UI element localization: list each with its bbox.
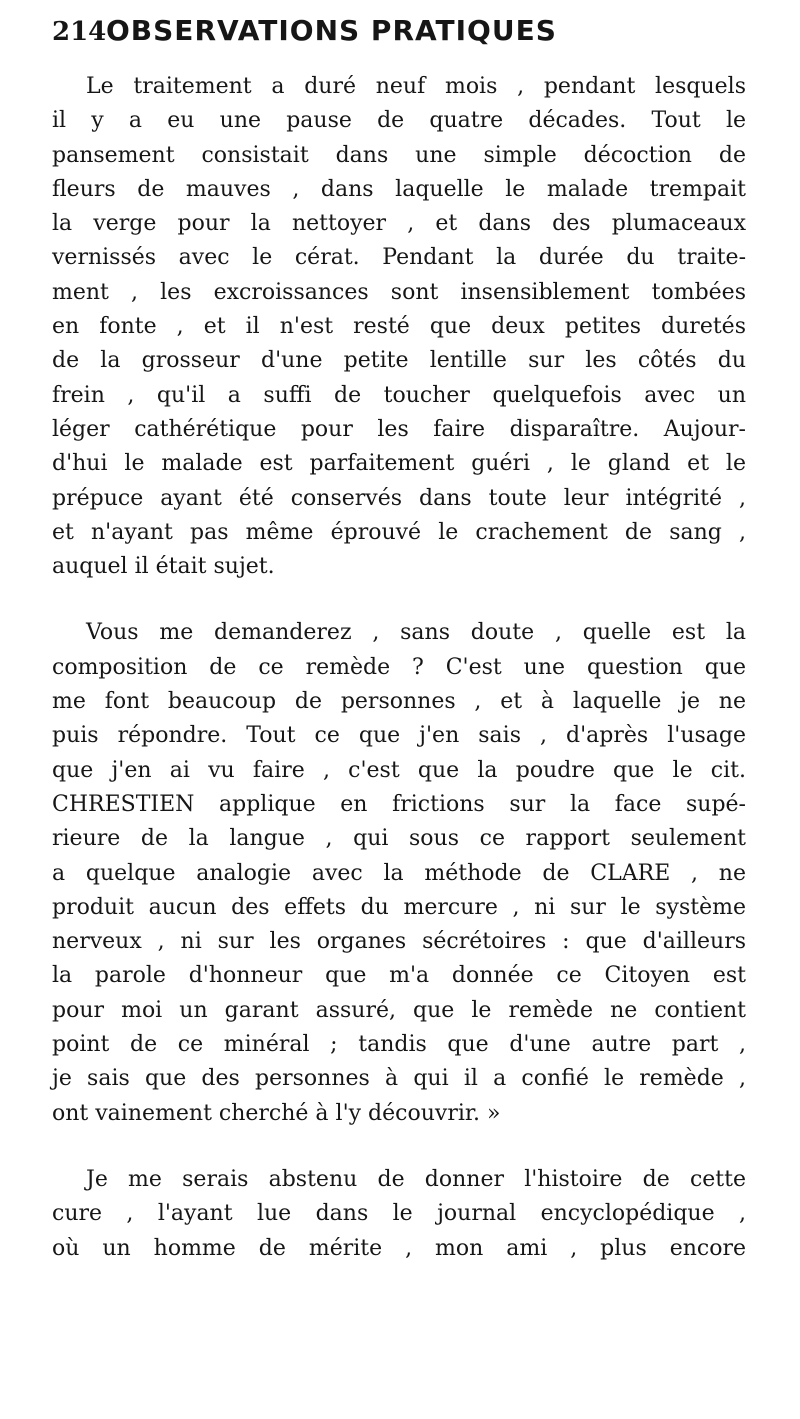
text-line: prépuce ayant été conservés dans toute leur intégrité , <box>52 485 746 511</box>
text-line: Vous me demanderez , sans doute , quelle est la <box>86 620 746 646</box>
text-line: a quelque analogie avec la méthode de CLARE , ne <box>52 860 746 886</box>
text-line: de la grosseur d'une petite lentille sur les côtés du <box>52 348 746 374</box>
text-line: auquel il était sujet. <box>52 554 275 580</box>
text-line: la verge pour la nettoyer , et dans des plumaceaux <box>52 211 746 237</box>
text-line: que j'en ai vu faire , c'est que la poudre que le cit. <box>52 757 746 783</box>
text-line: en fonte , et il n'est resté que deux petites duretés <box>52 314 746 340</box>
paragraph-gap <box>52 1131 752 1163</box>
paragraph-treatment <box>52 70 752 584</box>
text-line: rieure de la langue , qui sous ce rapport seulement <box>52 826 746 852</box>
text-line: Je me serais abstenu de donner l'histoire de cette <box>86 1166 746 1192</box>
text-line: fleurs de mauves , dans laquelle le malade trempait <box>52 176 746 202</box>
text-line: la parole d'honneur que m'a donnée ce Citoyen est <box>52 963 746 989</box>
text-line: ment , les excroissances sont insensiblement tombées <box>52 279 746 305</box>
paragraph-gap <box>52 584 752 616</box>
text-line: pansement consistait dans une simple décoction de <box>52 142 746 168</box>
text-line: cure , l'ayant lue dans le journal encyclopédique , <box>52 1201 746 1227</box>
text-line: frein , qu'il a suffi de toucher quelquefois avec un <box>52 382 746 408</box>
text-line: Le traitement a duré neuf mois , pendant lesquels <box>86 74 746 99</box>
text-line: pour moi un garant assuré, que le remède ne contient <box>52 997 746 1023</box>
text-line: d'hui le malade est parfaitement guéri , le gland et le <box>52 451 746 477</box>
text-line: CHRESTIEN applique en frictions sur la face supé- <box>52 791 746 817</box>
page-header <box>52 14 752 70</box>
text-line: point de ce minéral ; tandis que d'une autre part , <box>52 1032 746 1058</box>
text-line: produit aucun des effets du mercure , ni sur le système <box>52 894 746 920</box>
text-line: ont vainement cherché à l'y découvrir. » <box>52 1100 501 1126</box>
text-line: léger cathérétique pour les faire disparaître. Aujour- <box>52 416 746 442</box>
text-line: je sais que des personnes à qui il a confié le remède , <box>52 1066 746 1092</box>
paragraph-remedy-composition <box>52 616 752 1130</box>
paragraph-history <box>52 1163 752 1266</box>
running-title: OBSERVATIONS PRATIQUES <box>106 14 557 47</box>
text-line: composition de ce remède ? C'est une question que <box>52 654 746 680</box>
text-line: vernissés avec le cérat. Pendant la durée du traite- <box>52 245 746 271</box>
book-page <box>52 14 752 1266</box>
text-line: me font beaucoup de personnes , et à laquelle je ne <box>52 689 746 715</box>
text-line: il y a eu une pause de quatre décades. Tout le <box>52 108 746 134</box>
text-line: nerveux , ni sur les organes sécrétoires : que d'ailleurs <box>52 929 746 955</box>
text-line: puis répondre. Tout ce que j'en sais , d'après l'usage <box>52 723 746 749</box>
page-number: 214 <box>52 17 107 47</box>
text-line: où un homme de mérite , mon ami , plus encore <box>52 1235 746 1261</box>
text-line: et n'ayant pas même éprouvé le crachement de sang , <box>52 519 746 545</box>
